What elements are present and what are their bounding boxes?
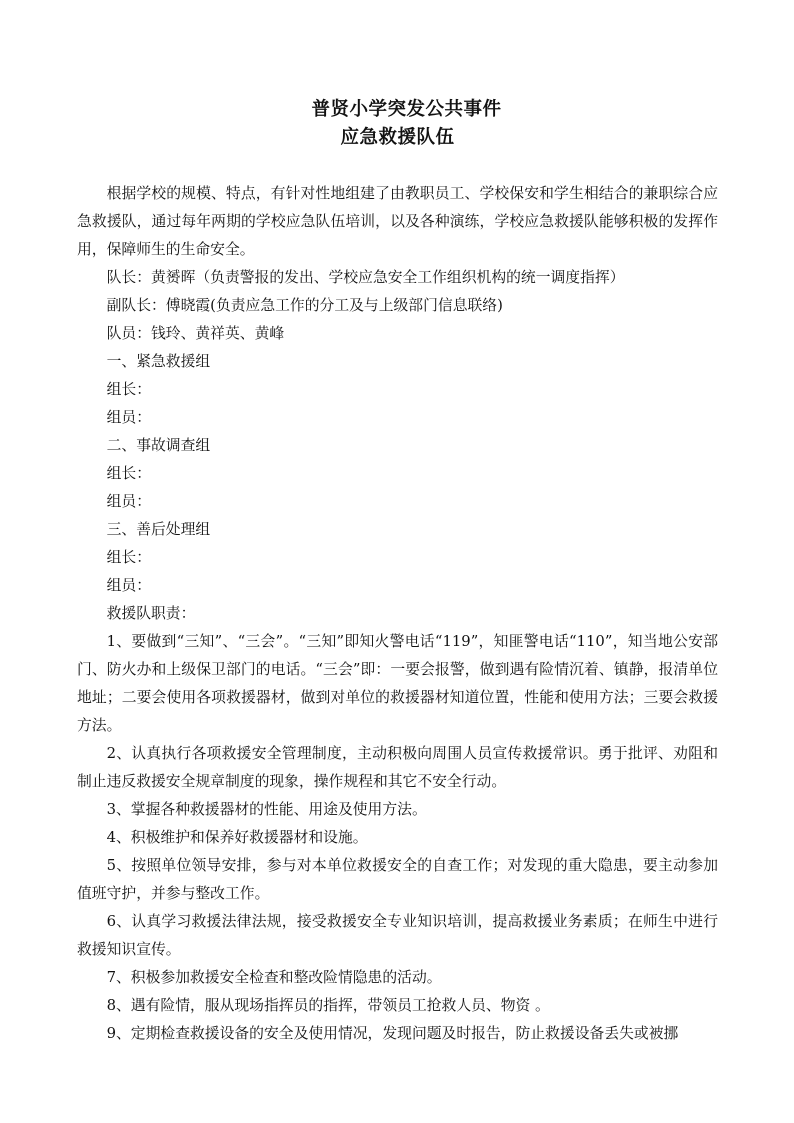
duty-item: 5、按照单位领导安排，参与对本单位救援安全的自查工作；对发现的重大隐患，要主动参加值班守护，并参与整改工作。 [77, 857, 718, 902]
duty-item: 8、遇有险情，服从现场指挥员的指挥，带领员工抢救人员、物资 。 [106, 997, 550, 1014]
duty-item: 3、掌握各种救援器材的性能、用途及使用方法。 [106, 801, 427, 818]
duty-item: 7、积极参加救援安全检查和整改险情隐患的活动。 [106, 969, 442, 986]
team-members: 队员：钱玲、黄祥英、黄峰 [106, 325, 285, 342]
section-heading: 三、善后处理组 [106, 521, 211, 538]
group-members-field: 组员： [106, 577, 151, 594]
intro-paragraph: 根据学校的规模、特点，有针对性地组建了由教职员工、学校保安和学生相结合的兼职综合应急救援队，通过每年两期的学校应急队伍培训，以及各种演练，学校应急救援队能够积极的发挥作用，保障师生的生命安全。 [77, 185, 718, 258]
group-members-field: 组员： [106, 493, 151, 510]
duty-item: 2、认真执行各项救援安全管理制度，主动积极向周围人员宣传救援常识。勇于批评、劝阻和制止违反救援安全规章制度的现象，操作规程和其它不安全行动。 [77, 745, 718, 790]
duty-item: 4、积极维护和保养好救援器材和设施。 [106, 829, 368, 846]
document-title-line1: 普贤小学突发公共事件 [311, 99, 502, 120]
duty-item: 1、要做到“三知”、“三会”。“三知”即知火警电话“119”，知匪警电话“110”，知当地公安部门、防火办和上级保卫部门的电话。“三会”即：一要会报警，做到遇有险情沉着、镇静，报清单位地址；二要会使用各项救援器材，做到对单位的救援器材知道位置，性能和使用方法；三要会救援方法。 [77, 633, 718, 734]
group-leader-field: 组长： [106, 381, 151, 398]
document-page [77, 96, 718, 1048]
duty-item: 9、定期检查救援设备的安全及使用情况，发现问题及时报告，防止救援设备丢失或被挪 [106, 1025, 679, 1042]
group-members-field: 组员： [106, 409, 151, 426]
document-body [77, 180, 718, 1048]
group-leader-field: 组长： [106, 465, 151, 482]
document-title-line2: 应急救援队伍 [340, 127, 455, 148]
team-leader: 队长：黄赟晖（负责警报的发出、学校应急安全工作组织机构的统一调度指挥） [106, 269, 625, 286]
duty-item: 6、认真学习救援法律法规，接受救援安全专业知识培训，提高救援业务素质；在师生中进行救援知识宣传。 [77, 913, 718, 958]
section-heading: 一、紧急救援组 [106, 353, 211, 370]
duties-heading: 救援队职责： [106, 605, 196, 622]
deputy-leader: 副队长：傅晓霞(负责应急工作的分工及与上级部门信息联络) [106, 297, 503, 314]
group-leader-field: 组长： [106, 549, 151, 566]
section-heading: 二、事故调查组 [106, 437, 211, 454]
